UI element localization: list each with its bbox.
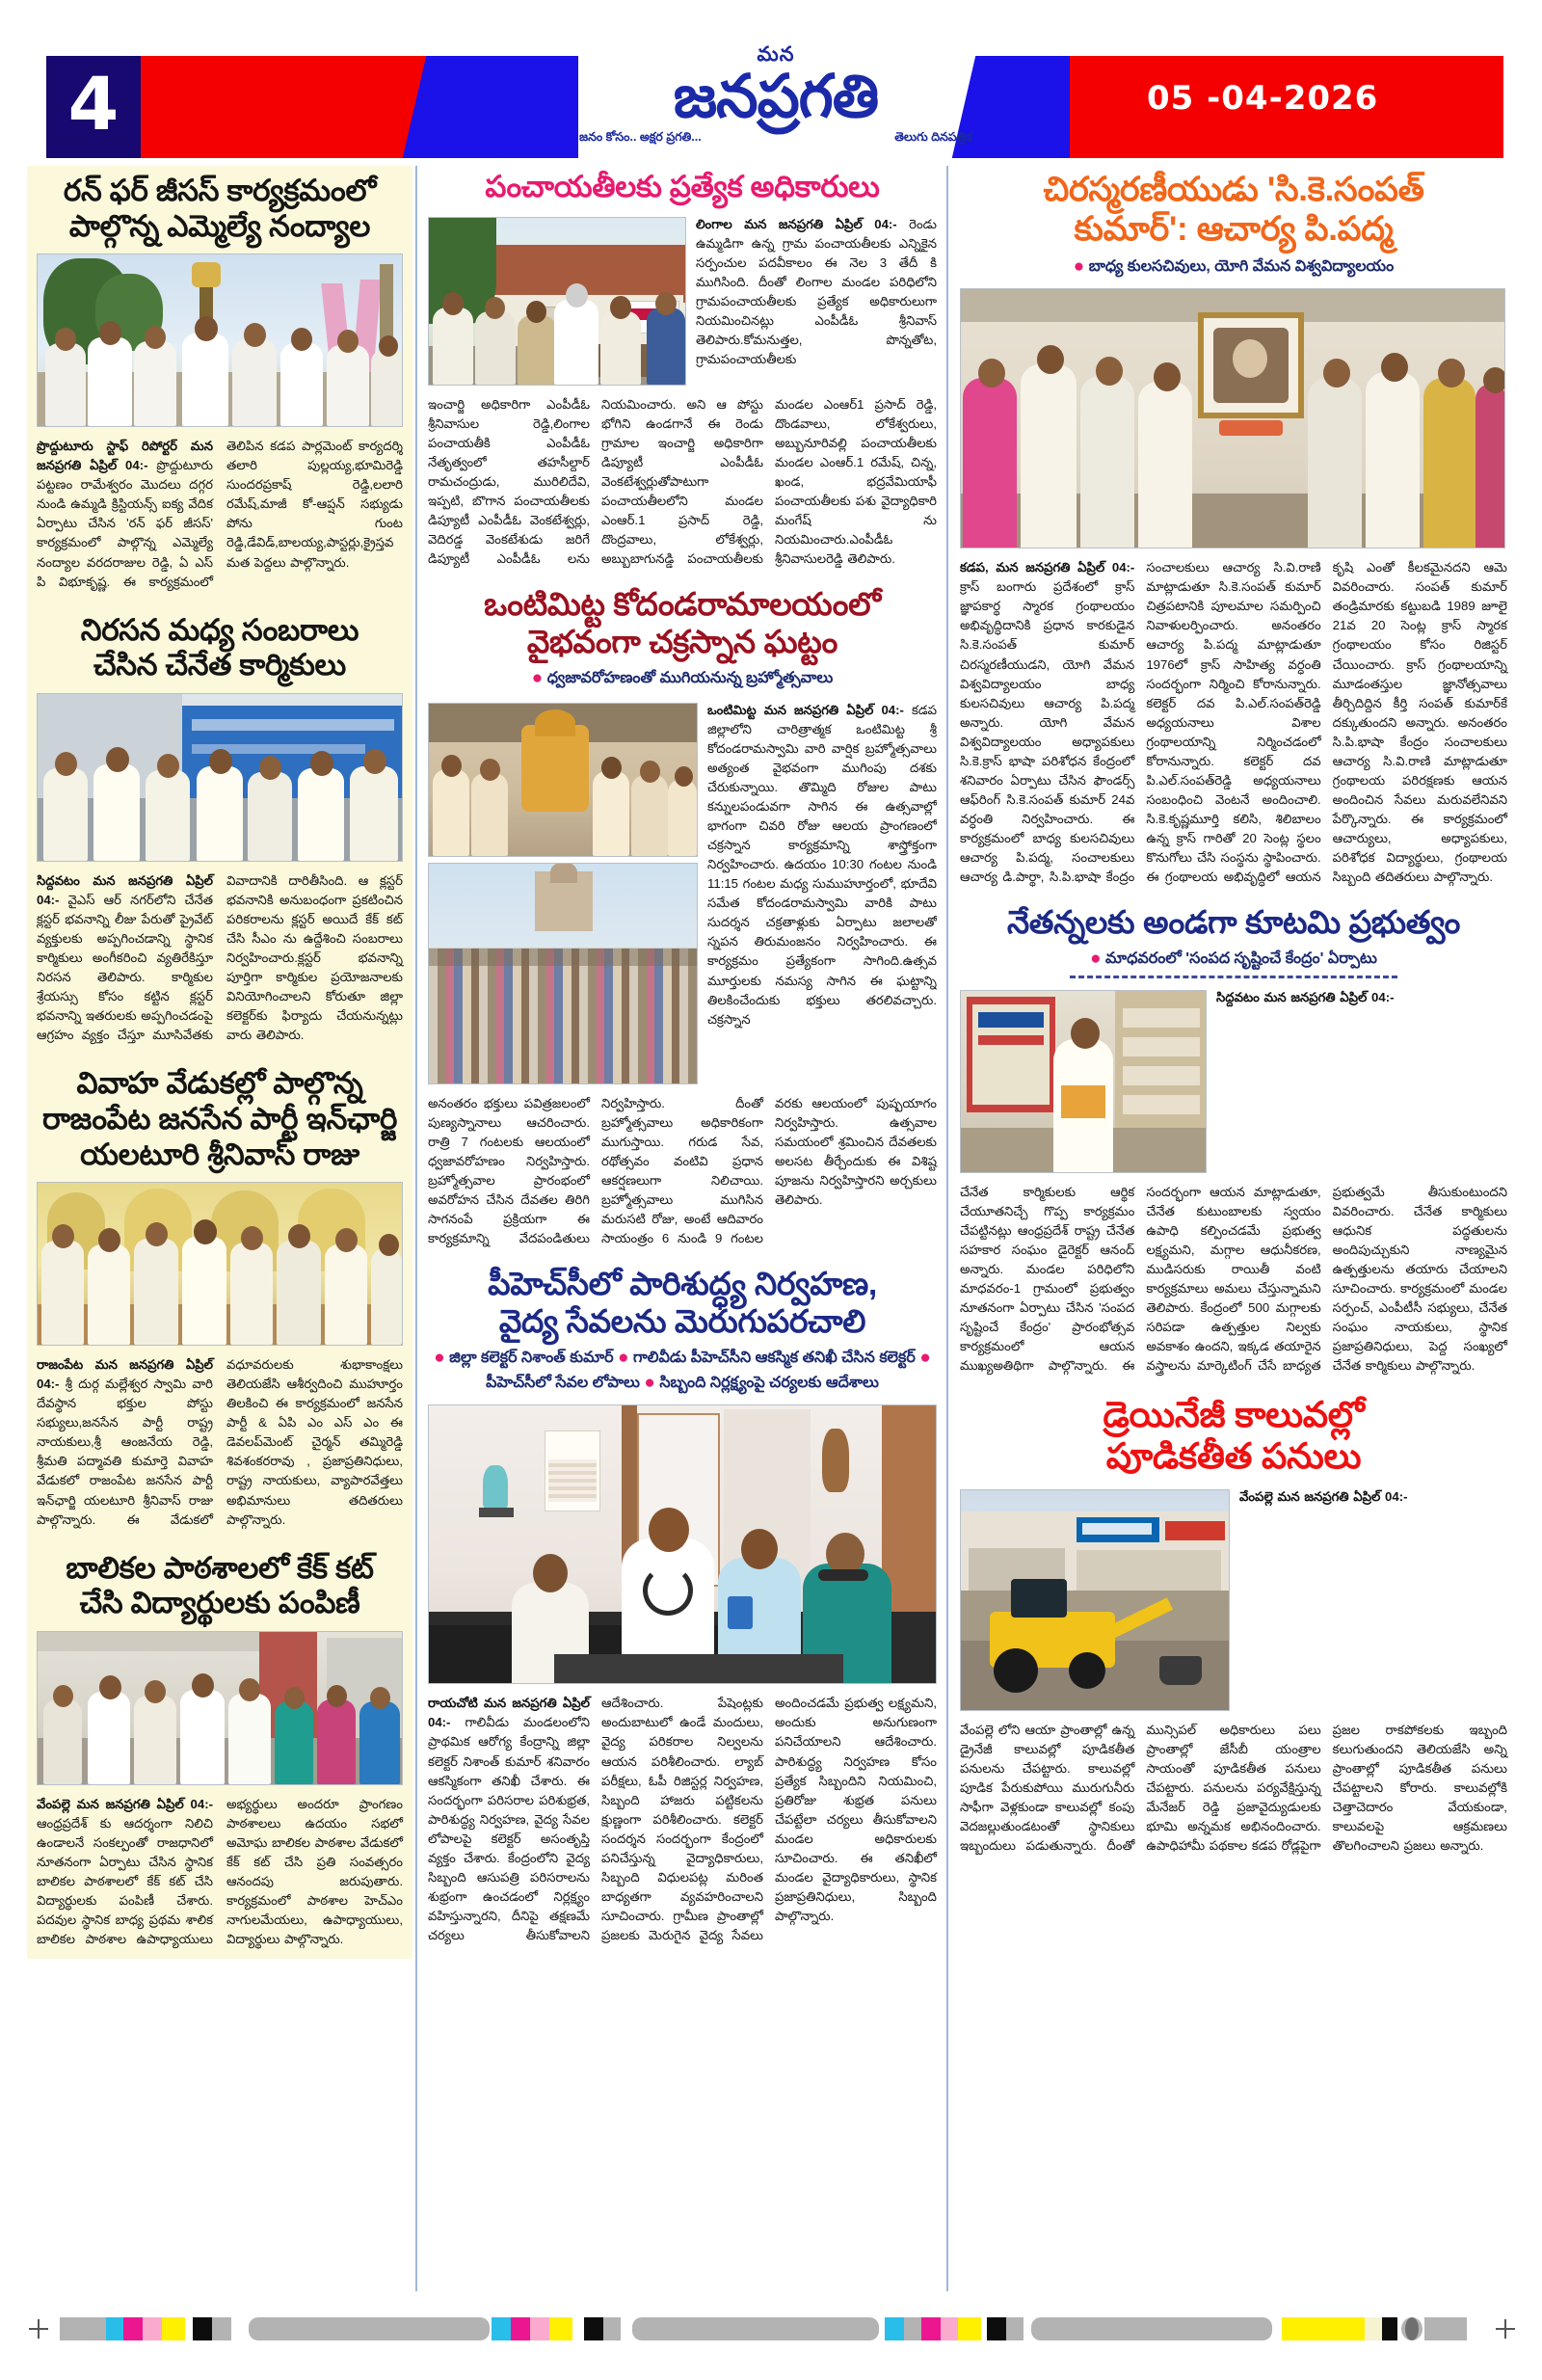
cmyk-swatch — [249, 2317, 490, 2340]
left-column — [27, 166, 412, 1959]
article-photo — [428, 217, 686, 386]
article-photo — [960, 1489, 1230, 1711]
article-body: వేంపల్లె మన జనప్రగతి ఏప్రిల్ 04:- ఆంధ్రప్రదేశ్ కు ఆదర్శంగా నిలిచి ఉండాలనే సంకల్పంతో రాజధానిలో నూతనంగా ఏర్పాటు చేసిన స్థానిక బాలికల పాఠశాలలో కేక్ కట్ చేసి విద్యార్థులకు పంపిణీ చేశారు. పదవుల స్థానిక బాధ్య ప్రథమ శాలిక బాలికల పాఠశాల ఉపాధ్యాయులు అభ్యర్థులు అందరూ ప్రాంగణం పాఠశాలలు ఉదయం సభలో అమోఘ బాలికల పాఠశాల వేడుకలో కేక్ కట్ చేసి ప్రతి సంవత్సరం ఆనందపు జరుపుతారు. కార్యక్రమంలో పాఠశాల హెచ్ఎం నాగులమేయలు, ఉపాధ్యాయులు, విద్యార్థులు పాల్గొన్నారు. — [37, 1796, 403, 1947]
article-photo-ritual — [428, 703, 698, 857]
article-body: కడప, మన జనప్రగతి ఏప్రిల్ 04:- క్రాస్ బంగారు ప్రదేశంలో క్రాస్ జ్ఞాపకార్థ స్మారక గ్రంథాలయం అభివృద్ధిదానికి ప్రధాన కారకుడైన సి.కె.సంపత్ కుమార్ చిరస్మరణీయుడని, యోగి వేమన విశ్వవిద్యాలయం బాధ్య కులసచివులు ఆచార్య పి.పద్మ అన్నారు. యోగి వేమన విశ్వవిద్యాలయం అధ్యాపకులు సి.కె.క్రాస్ భాషా పరిశోధన కేంద్రంలో శనివారం ఏర్పాటు చేసిన ఫౌండర్స్ ఆఫ్‌రింగ్ సి.కె.సంపత్ కుమార్ 24వ వర్ధంతి నిర్వహించారు. ఈ కార్యక్రమంలో బాధ్య కులసచివులు ఆచార్య పి.పద్మ, సంచాలకులు ఆచార్య డి.పార్థా, సి.పి.భాషా కేంద్రం సంచాలకులు ఆచార్య సి.వి.రాణి మాట్లాడుతూ సి.కె.సంపత్ కుమార్ చిత్రపటానికి పూలమాల సమర్పించి నివాళులర్పించారు. అనంతరం ఆచార్య పి.పద్మ మాట్లాడుతూ 1976లో క్రాస్ సాహిత్య వర్ధంతి సందర్భంగా నిర్మించి కోరానున్నారు. కలెక్టర్ దవ పి.ఎల్.సంపత్‌రెడ్డి అధ్యయనాలు విశాల గ్రంథాలయాన్ని నిర్మించడంలో కోరానున్నారు. కలెక్టర్ దవ పి.ఎల్.సంపత్‌రెడ్డి అధ్యయనాలు సంబంధించి వెంటనే అందించాలి. సి.కె.కృష్ణమూర్తి కలిసి, శిలిబాలం ఉన్న క్రాస్ గారితో 20 సెంట్ల స్థలం కొనుగోలు చేసి సంస్థను స్థాపించారు. ఈ గ్రంథాలయ అభివృద్ధిలో ఆయన కృషి ఎంతో కీలకమైనదని ఆమె వివరించారు. సంపత్ కుమార్ తండ్రిమారకు కట్టుబడి 1989 జూలై 21వ 20 సెంట్ల క్రాస్ స్మారక గ్రంథాలయం కోసం రిజిస్టర్ చేయించారు. క్రాస్ గ్రంథాలయాన్ని మూడంతస్తుల జ్ఞానోత్సవాలు తీర్చిదిద్దిన కీర్తి సంపత్ కుమార్‌కే దక్కుతుందని అన్నారు. అనంతరం సి.పి.భాషా కేంద్రం సంచాలకులు ఆచార్య సి.వి.రాణి మాట్లాడుతూ గ్రంథాలయ పరిరక్షణకు ఆయన అందించిన సేవలు మరువలేనివని పేర్కొన్నారు. ఈ కార్యక్రమంలో ఆచార్యులు, అధ్యాపకులు, పరిశోధక విద్యార్థులు, గ్రంథాలయ సిబ్బంది తదితరులు పాల్గొన్నారు. — [960, 560, 1507, 885]
cmyk-swatch — [958, 2317, 981, 2340]
article-janasena-wedding — [37, 1066, 403, 1529]
article-dateline: లింగాల మన జనప్రగతి ఏప్రిల్ 04:- — [696, 216, 897, 231]
article-body-intro: లింగాల మన జనప్రగతి ఏప్రిల్ 04:- రెండు ఉమ్మడిగా ఉన్న గ్రామ పంచాయతీలకు ఎన్నికైన సర్పంచుల పదవీకాలం ఈ నెల 3 తేదీ కి ముగిసింది. దీంతో లింగాల మండల పరిధిలోని గ్రామపంచాయతీలకు ప్రత్యేక అధికారులుగా నియమించినట్లు ఎంపీడీఓ శ్రీనివాస్ తెలిపారు.కోమనుత్తల, పొన్నతోట, గ్రామపంచాయతీలకు — [696, 216, 937, 367]
article-body: ఇంచార్జి అధికారిగా ఎంపీడీఓ శ్రీనివాసుల రెడ్డి,లింగాల పంచాయతీకి ఎంపీడీఓ నేతృత్వంలో తహసీల్దార్ రామచంద్రుడు, మురిలిదేవి, ఇప్పటి, బొగాన పంచాయతీలకు డిప్యూటీ ఎంపీడీఓ వెంకటేశ్వర్లు, వెదిరడ్డ వెంకటేశుడు జరిగే డిప్యూటీ ఎంపీడీఓ లను నియమించారు. అని ఆ పోస్టు భోగిని ఉండగానే ఈ రెండు గ్రామాల ఇంచార్జి అధికారిగా డిప్యూటీ ఎంపీడీఓ వెంకటేశ్వర్లుతోపాటుగా పంచాయతీలలోని మండల ఎంఆర్.1 ప్రసాద్ రెడ్డి, దొంద్రవాలు, లోకేశ్వర్లు, అబ్బుబాగునడ్డి పంచాయతీలకు మండల ఎంఆర్1 ప్రసాద్ రెడ్డి, దొండవాలు, లోకేశ్వరులు, అబ్బునూరివల్లి పంచాయతీలకు మండల ఎంఆర్.1 రమేష్, చిన్న, ఖండ, భద్రవేమియాఫీ పంచాయతీలకు పశు వైద్యాధికారి మంగేష్ ను నియమించారు.ఎంపీడీఓ శ్రీనివాసులరెడ్డి తెలిపారు. — [428, 396, 937, 567]
bullet-icon: ● — [1090, 949, 1102, 970]
newspaper-logo — [573, 44, 978, 170]
article-photo — [37, 254, 403, 427]
cmyk-swatch — [123, 2317, 143, 2340]
cmyk-swatch — [941, 2317, 958, 2340]
cmyk-swatch — [162, 2317, 185, 2340]
headline: నిరసన మధ్య సంబరాలు చేసిన చేనేత కార్మికులు — [80, 612, 359, 682]
article-weavers-govt-support — [960, 904, 1507, 1376]
bullet-icon: ● — [434, 1348, 445, 1369]
headline: బాలికల పాఠశాలలో కేక్ కట్ చేసి విద్యార్థులకు పంపిణీ — [66, 1550, 374, 1620]
article-dateline: ఒంటిమిట్ట మన జనప్రగతి ఏప్రిల్ 04:- — [707, 702, 904, 717]
article-photo — [960, 288, 1505, 548]
headline: పీహెచ్‌సీలో పారిశుద్ధ్య నిర్వహణ, వైద్య సేవలను మెరుగుపరచాలి — [488, 1266, 877, 1340]
article-dateline: రాయచోటి మన జనప్రగతి ఏప్రిల్ 04:- — [428, 1696, 590, 1730]
article-body: రాజంపేట మన జనప్రగతి ఏప్రిల్ 04:- శ్రీ దుర్గ మల్లేశ్వర స్వామి వారి దేవస్థాన భక్తుల పోస్టు సభ్యులు,జనసేన పార్టీ రాష్ట్ర నాయకులు,శ్రీ ఆంజనేయ రెడ్డి, శ్రీమతి పద్మావతి కుమార్తె వివాహ వేడుకలో రాజంపేట జనసేన పార్టీ ఇన్‌ఛార్జి యలటూరి శ్రీనివాస్ రాజు పాల్గొన్నారు. ఈ వేడుకలో వధూవరులకు శుభాకాంక్షలు తెలియజేసి ఆశీర్వదించి ముహూర్తం తిలకించి ఈ కార్యక్రమంలో జనసేన పార్టీ & ఏపి ఎం ఎస్ ఎం ఈ డెవలప్‌మెంట్ చైర్మన్ తమ్మిరెడ్డి శివశంకరరావు , ప్రజాప్రతినిధులు, రాష్ట్ర నాయకులు, వ్యాపారవేత్తలు అభిమానులు తదితరులు పాల్గొన్నారు. — [37, 1357, 403, 1527]
cmyk-swatch — [904, 2317, 921, 2340]
article-subhead: ● బాధ్య కులసచివులు, యోగి వేమన విశ్వవిద్యాలయం — [1073, 255, 1395, 277]
cmyk-swatch — [530, 2317, 549, 2340]
article-dateline: వేంపల్లె మన జనప్రగతి ఏప్రిల్ 04:- — [1239, 1488, 1408, 1504]
cmyk-swatch — [106, 2317, 123, 2340]
cmyk-swatch — [987, 2317, 1006, 2340]
article-dateline: రాజంపేట మన జనప్రగతి ఏప్రిల్ 04:- — [37, 1357, 213, 1392]
cmyk-swatch — [632, 2317, 879, 2340]
article-photo — [428, 1404, 937, 1684]
cmyk-swatch — [1405, 2317, 1419, 2340]
article-photo — [37, 693, 403, 862]
cmyk-swatch — [212, 2317, 231, 2340]
cmyk-swatch — [584, 2317, 603, 2340]
cmyk-swatch — [1282, 2317, 1365, 2340]
right-column — [954, 166, 1513, 1859]
bullet-icon: ● — [531, 668, 544, 689]
article-body: రాయచోటి మన జనప్రగతి ఏప్రిల్ 04:- గాలివీడు మండలంలోని ప్రాథమిక ఆరోగ్య కేంద్రాన్ని జిల్లా కలెక్టర్ నిశాంత్ కుమార్ శనివారం ఆకస్మికంగా తనిఖీ చేశారు. ఈ సందర్భంగా పరిసరాల పరిశుభ్రత, పారిశుద్ధ్య నిర్వహణ, వైద్య సేవల లోపాలపై కలెక్టర్ అసంతృప్తి వ్యక్తం చేశారు. కేంద్రంలోని వైద్య సిబ్బంది ఆసుపత్రి పరిసరాలను శుభ్రంగా ఉంచడంలో నిర్లక్ష్యం వహిస్తున్నారని, దీనిపై తక్షణమే చర్యలు తీసుకోవాలని ఆదేశించారు. పేషెంట్లకు అందుబాటులో ఉండే మందులు, వైద్య పరికరాల నిల్వలను ఆయన పరిశీలించారు. ల్యాబ్ పరీక్షలు, ఓపీ రిజిస్టర్ల నిర్వహణ, సిబ్బంది హాజరు పట్టికలను క్షుణ్ణంగా పరిశీలించారు. కలెక్టర్ సందర్శన సందర్భంగా కేంద్రంలో పనిచేస్తున్న వైద్యాధికారులు, సిబ్బంది విధులపట్ల మరింత బాధ్యతగా వ్యవహరించాలని సూచించారు. గ్రామీణ ప్రాంతాల్లో ప్రజలకు మెరుగైన వైద్య సేవలు అందించడమే ప్రభుత్వ లక్ష్యమని, అందుకు అనుగుణంగా పనిచేయాలని ఆదేశించారు. పారిశుద్ధ్య నిర్వహణ కోసం ప్రత్యేక సిబ్బందిని నియమించి, ప్రతిరోజు శుభ్రత పనులు చేపట్టేలా చర్యలు తీసుకోవాలని మండల అధికారులకు సూచించారు. ఈ తనిఖీలో మండల వైద్యాధికారులు, స్థానిక ప్రజాప్రతినిధులు, సిబ్బంది పాల్గొన్నారు. — [428, 1696, 937, 1943]
cmyk-swatch — [1382, 2317, 1397, 2340]
headline: నేతన్నలకు అండగా కూటమి ప్రభుత్వం — [1006, 904, 1461, 941]
cmyk-swatch — [549, 2317, 572, 2340]
cmyk-swatch — [1365, 2317, 1382, 2340]
logo-title: జనప్రగతి — [673, 64, 879, 130]
article-subhead: ● జిల్లా కలెక్టర్ నిశాంత్ కుమార్ ● గాలివీడు పీహెచ్‌సీని ఆకస్మిక తనిఖీ చేసిన కలెక్టర్ ● పీహెచ్‌సీలో సేవల లోపాలు ● సిబ్బంది నిర్లక్ష్యంపై చర్యలకు ఆదేశాలు — [434, 1348, 931, 1393]
article-girls-school-cake — [37, 1551, 403, 1950]
article-body: చేనేత కార్మికులకు ఆర్థిక చేయూతనిచ్చే గొప్ప కార్యక్రమం చేపట్టినట్లు ఆంధ్రప్రదేశ్ రాష్ట్ర చేనేత సహకార సంఘం డైరెక్టర్ ఆనంద్ అన్నారు. మండల పరిధిలోని మాధవరం-1 గ్రామంలో ప్రభుత్వం నూతనంగా ఏర్పాటు చేసిన 'సంపద సృష్టించే కేంద్రం' ప్రారంభోత్సవ కార్యక్రమంలో ఆయన ముఖ్యఅతిథిగా పాల్గొన్నారు. ఈ సందర్భంగా ఆయన మాట్లాడుతూ, చేనేత కుటుంబాలకు స్వయం ఉపాధి కల్పించడమే ప్రభుత్వ లక్ష్యమని, మగ్గాల ఆధునీకరణ, ముడిసరుకు రాయితీ వంటి కార్యక్రమాలు అమలు చేస్తున్నామని తెలిపారు. కేంద్రంలో 500 మగ్గాలకు సరిపడా ఉత్పత్తుల నిల్వకు అవకాశం ఉందని, ఇక్కడ తయారైన వస్త్రాలను మార్కెటింగ్ చేసే బాధ్యత ప్రభుత్వమే తీసుకుంటుందని వివరించారు. చేనేత కార్మికులు ఆధునిక పద్ధతులను అందిపుచ్చుకుని నాణ్యమైన ఉత్పత్తులను తయారు చేయాలని సూచించారు. కార్యక్రమంలో మండల సర్పంచ్, ఎంపీటీసీ సభ్యులు, చేనేత సంఘం నాయకులు, స్థానిక ప్రజాప్రతినిధులు, పెద్ద సంఖ్యలో చేనేత కార్మికులు పాల్గొన్నారు. — [960, 1184, 1507, 1374]
masthead — [0, 43, 1542, 158]
headline: డ్రెయినేజీ కాలువల్లో పూడికతీత పనులు — [1103, 1394, 1365, 1477]
bullet-icon: ● — [618, 1348, 629, 1369]
article-run-for-jesus — [37, 174, 403, 592]
headline: ఒంటిమిట్ట కోదండరామాలయంలో వైభవంగా చక్రస్నాన ఘట్టం — [484, 586, 881, 660]
subhead-rule — [1070, 976, 1398, 978]
article-dateline: వేంపల్లె మన జనప్రగతి ఏప్రిల్ 04:- — [37, 1796, 213, 1811]
cmyk-swatch — [921, 2317, 941, 2340]
logo-prefix: మన — [757, 43, 795, 66]
article-body: వేంపల్లె లోని ఆయా ప్రాంతాల్లో ఉన్న డ్రైనేజీ కాలువల్లో పూడికతీత పనులను చేపట్టారు. కాలువల్లో పూడిక పేరుకుపోయి మురుగునీరు సాఫీగా వెళ్లకుండా కాలువల్లో కంపు వెదజల్లుతుండటంతో స్థానికులు ఇబ్బందులు పడుతున్నారు. దీంతో మున్సిపల్ అధికారులు పలు ప్రాంతాల్లో జేసీబీ యంత్రాల సాయంతో పూడికతీత పనులు చేపట్టారు. పనులను పర్యవేక్షిస్తున్న మేనేజర్ రెడ్డి ప్రజావైద్యుడులకు భూమి అన్నమక అభినందించారు. ఉపాధిహామీ పథకాల కడప రోడ్లపైగా ప్రజల రాకపోకలకు ఇబ్బంది కలుగుతుందని తెలియజేసి అన్ని ప్రాంతాల్లో పూడికతీత పనులు చేపట్టాలని కోరారు. కాలువల్లోకి చెత్తాచెదారం వేయకుండా, కాలువలపై ఆక్రమణలు తొలగించాలని ప్రజలు అన్నారు. — [960, 1722, 1507, 1854]
article-photo-crowd — [428, 863, 698, 1084]
cmyk-swatch — [60, 2317, 106, 2340]
logo-tagline-right: తెలుగు దినపత్రిక — [894, 130, 972, 144]
headline: రన్ ఫర్ జీసస్ కార్యక్రమంలో పాల్గొన్న ఎమ్మెల్యే నంద్యాల — [63, 174, 377, 243]
article-dateline: సిద్దవటం మన జనప్రగతి ఏప్రిల్ 04:- — [1216, 989, 1395, 1004]
article-ontimitta-temple — [428, 586, 937, 1248]
article-body: ప్రొద్దుటూరు స్టాఫ్ రిపోర్టర్ మన జనప్రగతి ఏప్రిల్ 04:- ప్రొద్దుటూరు పట్టణం రామేశ్వరం మొదలు దగ్గర నుండి ఉమ్మడి క్రిస్టియన్స్ ఐక్య వేదిక ఏర్పాటు చేసిన 'రన్ ఫర్ జీసస్' కార్యక్రమంలో పాల్గొన్న ఎమ్మెల్యే నంద్యాల వరదరాజుల రెడ్డి, ఏ ఎస్ పి విభూకృష్ణ. ఈ కార్యక్రమంలో తెలిపిన కడప పార్లమెంట్ కార్యదర్శి తలారి పుల్లయ్య,భూమిరెడ్డి సుందరప్రకాష్ రెడ్డి,లలారి రమేష్,మాజీ కో-ఆప్షన్ సభ్యుడు పోను గుంట రెడ్డి,డేవిడ్,బాలయ్య,పాస్టర్లు,క్రైస్తవ మత పెద్దలు పాల్గొన్నారు. — [37, 439, 403, 589]
bullet-icon: ● — [919, 1348, 931, 1369]
article-body-intro: ఒంటిమిట్ట మన జనప్రగతి ఏప్రిల్ 04:- కడప జిల్లాలోని చారిత్రాత్మక ఒంటిమిట్ట శ్రీ కోదండరామస్వామి వారి వార్షిక బ్రహ్మోత్సవాలు అత్యంత వైభవంగా ముగింపు దశకు చేరుకున్నాయి. తొమ్మిది రోజుల పాటు కన్నులపండువగా సాగిన ఈ ఉత్సవాల్లో భాగంగా చివరి రోజు ఆలయ ప్రాంగణంలో చక్రస్నాన కార్యక్రమాన్ని శాస్త్రోక్తంగా నిర్వహించారు. ఉదయం 10:30 గంటల నుండి 11:15 గంటల మధ్య సుముహూర్తంలో, భూదేవి సమేత కోదండరామస్వామి వారికి పాటు సుదర్శన చక్రతాళ్లుకు ఏర్పాటు జలాలతో స్నపన తిరుమంజనం నిర్వహించారు. ఈ కార్యక్రమం ప్రత్యేకంగా సాగింది.ఉత్సవ మూర్తులకు నమస్య సాగిన ఈ ఘట్టాన్ని తిలకించేందుకు భక్తులు తరలివచ్చారు. చక్రస్నాన — [707, 702, 937, 1027]
article-dateline: ప్రొద్దుటూరు స్టాఫ్ రిపోర్టర్ మన జనప్రగతి ఏప్రిల్ 04:- — [37, 439, 213, 473]
page-number-badge: 4 — [46, 56, 141, 158]
publication-date: 05 -04-2026 — [1147, 79, 1379, 118]
cmyk-registration-bar — [0, 2313, 1542, 2342]
cmyk-swatch — [193, 2317, 212, 2340]
headline: చిరస్మరణీయుడు 'సి.కె.సంపత్ కుమార్': ఆచార్య పి.పద్మ — [1043, 171, 1424, 249]
article-photo-group — [428, 703, 698, 1084]
article-dateline: సిద్దవటం మన జనప్రగతి ఏప్రిల్ 04:- — [37, 872, 213, 907]
cmyk-swatch — [1424, 2317, 1467, 2340]
article-body: అనంతరం భక్తులు పవిత్రజలంలో పుణ్యస్నానాలు ఆచరించారు. రాత్రి 7 గంటలకు ఆలయంలో ధ్వజావరోహణం నిర్వహిస్తారు. బ్రహ్మోత్సవాల ప్రారంభంలో అవరోహన చేసిన దేవతల తిరిగి సాగనంపే ప్రక్రియగా ఈ కార్యక్రమాన్ని వేదపండితులు నిర్వహిస్తారు. దీంతో బ్రహ్మోత్సవాలు అధికారికంగా ముగుస్తాయి. గరుడ సేవ, రథోత్సవం వంటివి ప్రధాన ఆకర్షణలుగా నిలిచాయి. బ్రహ్మోత్సవాలు ముగిసిన మరుసటి రోజు, అంటే ఆదివారం సాయంత్రం 6 నుండి 9 గంటల వరకు ఆలయంలో పుష్పయాగం నిర్వహిస్తారు. ఉత్సవాల సమయంలో శ్రమించిన దేవతలకు అలసట తీర్చేందుకు ఈ విశిష్ట పూజను నిర్వహిస్తారని అర్చకులు తెలిపారు. — [428, 1095, 937, 1246]
registration-mark-right — [1496, 2319, 1515, 2339]
article-panchayat-officers — [428, 170, 937, 569]
registration-mark-left — [29, 2319, 48, 2339]
article-drainage-desilting — [960, 1394, 1507, 1857]
cmyk-swatch — [603, 2317, 621, 2340]
bullet-icon: ● — [644, 1372, 655, 1393]
article-photo — [37, 1182, 403, 1346]
middle-column — [422, 166, 943, 1949]
cmyk-swatch — [885, 2317, 904, 2340]
article-weavers-protest — [37, 613, 403, 1046]
article-ck-sampath-kumar — [960, 170, 1507, 887]
cmyk-swatch — [143, 2317, 162, 2340]
logo-tagline-left: జనం కోసం.. అక్షర ప్రగతి... — [579, 130, 702, 144]
cmyk-swatch — [1006, 2317, 1024, 2340]
article-body: సిద్దవటం మన జనప్రగతి ఏప్రిల్ 04:- వైఎస్ ఆర్ నగర్‌లోని చేనేత క్లస్టర్ భవనాన్ని లీజు పేరుతో ప్రైవేట్ వ్యక్తులకు అప్పగించడాన్ని స్థానిక కార్మికులు అంగీకరించి వ్యతిరేకిస్తూ నిరసన తెలిపారు. కార్మికుల శ్రేయస్సు కోసం కట్టిన క్లస్టర్ భవనాన్ని ఇతరులకు అప్పగించడంపై ఆగ్రహం వ్యక్తం చేస్తూ మూసివేతకు వివాదానికి దారితీసింది. ఆ క్లస్టర్ భవనానికి అనుబంధంగా ప్రకటించిన పరికరాలను క్లస్టర్ అయిదే కేక్ కట్ చేసి సీఎం ను ఉద్దేశించి సంబరాలు నిర్వహించారు.క్లస్టర్ భవనాన్ని పూర్తిగా కార్మికుల ప్రయోజనాలకు వినియోగించాలని కోరుతూ జిల్లా కలెక్టర్‌కు ఫిర్యాదు చేయనున్నట్లు వారు తెలిపారు. — [37, 872, 403, 1043]
article-dateline: కడప, మన జనప్రగతి ఏప్రిల్ 04:- — [960, 560, 1135, 575]
cmyk-swatch — [1031, 2317, 1272, 2340]
cmyk-swatch — [492, 2317, 511, 2340]
article-photo — [37, 1631, 403, 1785]
article-subhead: ● ధ్వజావరోహణంతో ముగియనున్న బ్రహ్మోత్సవాలు — [531, 668, 834, 689]
cmyk-swatch — [511, 2317, 530, 2340]
headline: పంచాయతీలకు ప్రత్యేక అధికారులు — [485, 170, 880, 203]
headline: వివాహ వేడుకల్లో పాల్గొన్న రాజంపేట జనసేన పార్టీ ఇన్‌ఛార్జి యలటూరి శ్రీనివాస్ రాజు — [41, 1066, 398, 1171]
article-phc-inspection — [428, 1266, 937, 1945]
bullet-icon: ● — [1073, 255, 1085, 277]
article-subhead: ● మాధవరంలో 'సంపద సృష్టించే కేంద్రం' ఏర్పాటు — [1090, 949, 1377, 970]
article-photo — [960, 990, 1207, 1173]
